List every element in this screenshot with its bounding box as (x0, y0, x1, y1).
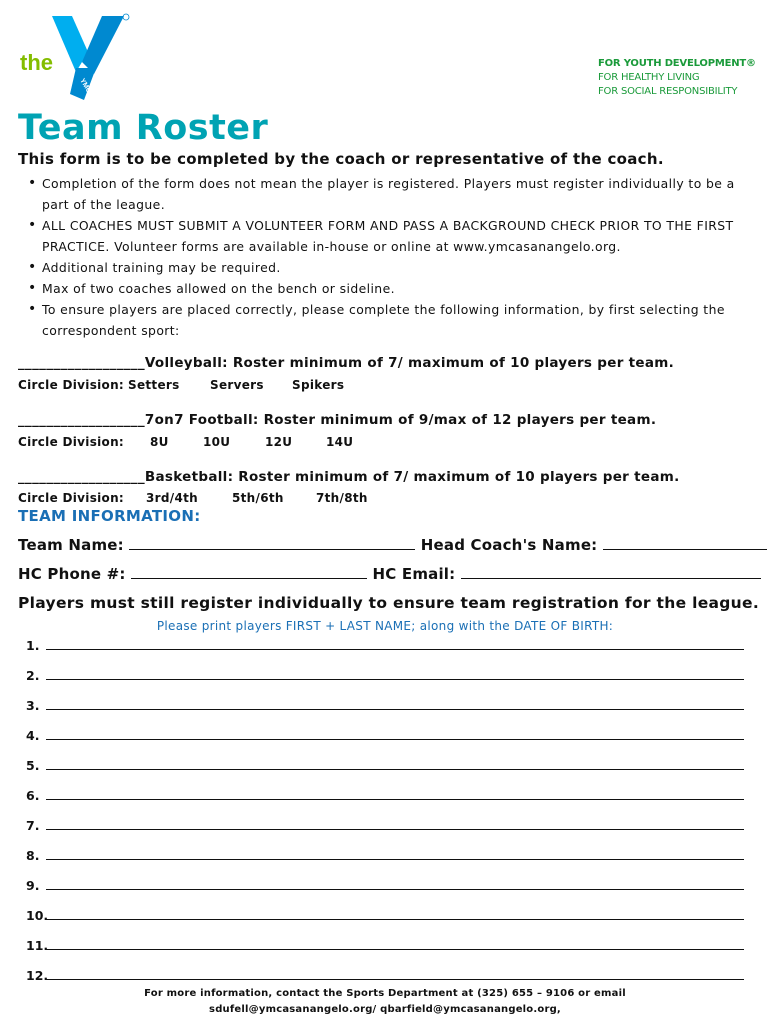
team-name-label: Team Name: (18, 536, 124, 554)
player-entry[interactable] (26, 815, 744, 833)
player-entry[interactable] (26, 755, 744, 773)
ymca-taglines (598, 57, 756, 99)
basketball-division-row (18, 491, 418, 507)
instruction-item: • Additional training may be required. (24, 257, 752, 278)
hc-email-field[interactable] (461, 564, 761, 579)
hc-email-label: HC Email: (372, 565, 456, 583)
division-option[interactable]: 3rd/4th (146, 491, 198, 505)
instruction-item: • Completion of the form does not mean the player is registered. Players must register individually to be a part of the league. (24, 173, 752, 215)
player-number: 3. (26, 698, 40, 713)
player-number: 9. (26, 878, 40, 893)
tagline-youth: FOR YOUTH DEVELOPMENT® (598, 58, 756, 69)
player-name-line[interactable] (46, 769, 744, 770)
player-name-line[interactable] (46, 709, 744, 710)
instruction-item: • ALL COACHES MUST SUBMIT A VOLUNTEER FORM AND PASS A BACKGROUND CHECK PRIOR TO THE FIRST PRACTICE. Volunteer forms are available in-house or online at www.ymcasanangelo.org. (24, 215, 752, 257)
team-name-field[interactable] (129, 535, 415, 550)
division-option[interactable]: 14U (326, 435, 354, 449)
player-name-line[interactable] (46, 649, 744, 650)
division-option[interactable]: 8U (150, 435, 169, 449)
ymca-logo (14, 8, 144, 103)
footer-contact (0, 986, 770, 1018)
division-option[interactable]: 12U (265, 435, 293, 449)
player-number: 8. (26, 848, 40, 863)
print-note: Please print players FIRST + LAST NAME; along with the DATE OF BIRTH: (156, 619, 614, 633)
player-name-line[interactable] (46, 859, 744, 860)
hc-phone-field[interactable] (131, 564, 367, 579)
player-entry[interactable] (26, 845, 744, 863)
player-entry[interactable] (26, 875, 744, 893)
team-info-heading: TEAM INFORMATION: (18, 507, 201, 525)
division-label: Circle Division: (18, 378, 125, 392)
division-option[interactable]: 7th/8th (316, 491, 368, 505)
player-entry[interactable] (26, 725, 744, 743)
player-name-line[interactable] (46, 739, 744, 740)
logo-y-left-arm (52, 16, 88, 72)
head-coach-label: Head Coach's Name: (420, 536, 598, 554)
player-number: 10. (26, 908, 49, 923)
division-option[interactable]: Servers (210, 378, 264, 392)
instruction-item: • Max of two coaches allowed on the bench or sideline. (24, 278, 752, 299)
head-coach-field[interactable] (603, 535, 767, 550)
player-entry[interactable] (26, 635, 744, 653)
player-entry[interactable] (26, 965, 744, 983)
registered-mark-icon (123, 14, 129, 20)
sport-basketball-select[interactable]: __________________Basketball: Roster minimum of 7/ maximum of 10 players per team. (18, 469, 680, 485)
team-name-row (18, 535, 767, 554)
player-number: 5. (26, 758, 40, 773)
division-option[interactable]: Spikers (292, 378, 345, 392)
players-heading: Players must still register individually to ensure team registration for the league. (18, 594, 760, 612)
player-number: 11. (26, 938, 49, 953)
player-number: 2. (26, 668, 40, 683)
hc-phone-label: HC Phone #: (18, 565, 126, 583)
instructions-list (24, 173, 752, 341)
logo-y-right-arm (82, 16, 124, 74)
page-title: Team Roster (18, 108, 269, 148)
player-number: 7. (26, 818, 40, 833)
sport-volleyball-select[interactable]: __________________Volleyball: Roster minimum of 7/ maximum of 10 players per team. (18, 355, 675, 371)
player-name-line[interactable] (46, 799, 744, 800)
player-name-line[interactable] (46, 829, 744, 830)
instruction-item: • To ensure players are placed correctly, please complete the following information, by first selecting the correspondent sport: (24, 299, 752, 341)
division-option[interactable]: 5th/6th (232, 491, 284, 505)
player-number: 1. (26, 638, 40, 653)
player-name-line[interactable] (46, 679, 744, 680)
division-option[interactable]: Setters (128, 378, 180, 392)
sport-football-select[interactable]: __________________7on7 Football: Roster minimum of 9/max of 12 players per team. (18, 412, 657, 428)
player-entry[interactable] (26, 935, 744, 953)
player-name-line[interactable] (46, 949, 744, 950)
hc-contact-row (18, 564, 761, 583)
player-name-line[interactable] (46, 889, 744, 890)
player-name-line[interactable] (46, 919, 744, 920)
football-division-row (18, 435, 418, 451)
player-number: 12. (26, 968, 49, 983)
division-label: Circle Division: (18, 491, 125, 505)
division-option[interactable]: 10U (203, 435, 231, 449)
logo-ymca-letters: YMCA (78, 77, 95, 99)
footer-line-1: For more information, contact the Sports Department at (325) 655 – 9106 or email (144, 988, 626, 999)
volleyball-division-row (18, 378, 418, 394)
player-number: 4. (26, 728, 40, 743)
tagline-healthy: FOR HEALTHY LIVING (598, 72, 700, 83)
division-label: Circle Division: (18, 435, 125, 449)
footer-emails[interactable]: sdufell@ymcasanangelo.org/ qbarfield@ymcasanangelo.org, (209, 1004, 561, 1015)
player-entry[interactable] (26, 785, 744, 803)
form-subtitle: This form is to be completed by the coach or representative of the coach. (18, 150, 664, 168)
player-number: 6. (26, 788, 40, 803)
player-entry[interactable] (26, 665, 744, 683)
player-entry[interactable] (26, 695, 744, 713)
player-entry[interactable] (26, 905, 744, 923)
logo-the-word: the (20, 50, 53, 75)
player-name-line[interactable] (46, 979, 744, 980)
tagline-social: FOR SOCIAL RESPONSIBILITY (598, 86, 738, 97)
